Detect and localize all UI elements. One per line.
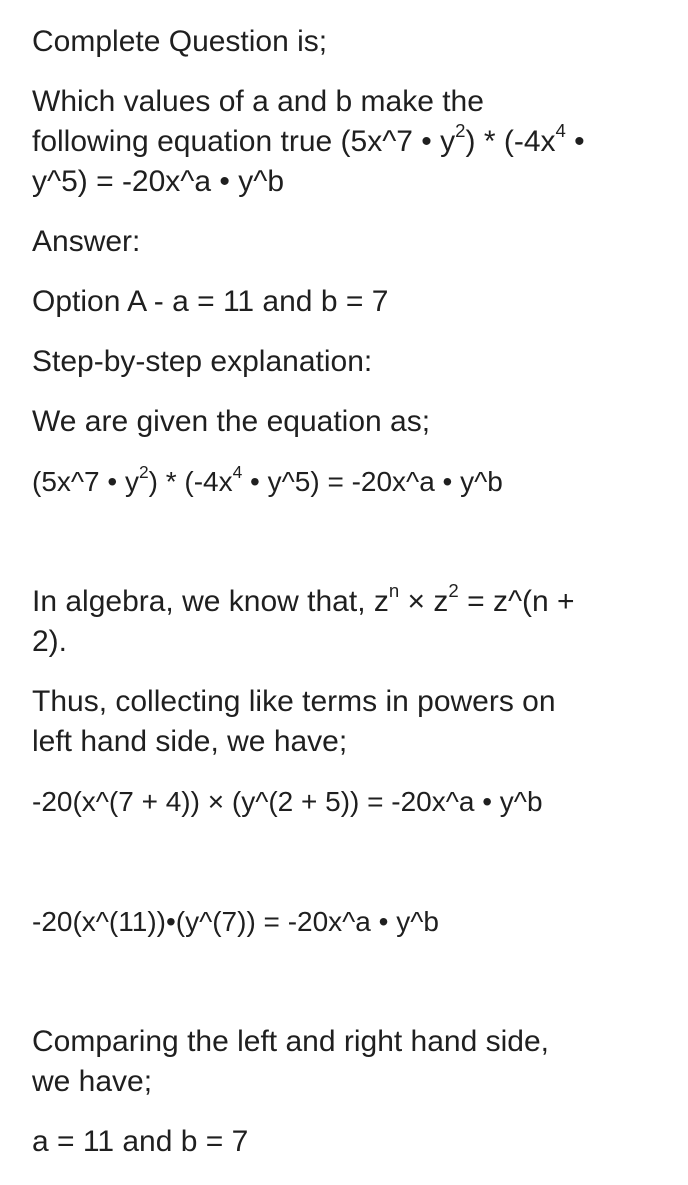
- exponent: 2: [455, 120, 466, 142]
- question-text: ) * (-4x: [465, 125, 556, 158]
- equation-text: (5x^7 • y: [32, 466, 139, 497]
- step-equation-1: -20(x^(7 + 4)) × (y^(2 + 5)) = -20x^a • y^b: [32, 786, 543, 817]
- equation-text: • y^5) = -20x^a • y^b: [242, 466, 503, 497]
- algebra-text: = z^(n +: [458, 585, 575, 618]
- thus-line-1: Thus, collecting like terms in powers on: [32, 685, 556, 718]
- question-line-1: Which values of a and b make the: [32, 85, 484, 118]
- exponent: 2: [448, 580, 459, 602]
- answer-value: Option A - a = 11 and b = 7: [32, 285, 389, 318]
- explanation-label: Step-by-step explanation:: [32, 345, 373, 378]
- final-answer: a = 11 and b = 7: [32, 1125, 249, 1158]
- algebra-text: × z: [399, 585, 449, 618]
- given-equation: [32, 462, 672, 502]
- algebra-line-1: [32, 582, 672, 622]
- answer-label: Answer:: [32, 225, 141, 258]
- question-text: following equation true (5x^7 • y: [32, 125, 456, 158]
- question-text: •: [565, 125, 585, 158]
- exponent: 4: [232, 462, 243, 483]
- question-line-2: [32, 122, 672, 162]
- exponent: 2: [138, 462, 149, 483]
- heading: Complete Question is;: [32, 25, 328, 58]
- exponent: 4: [555, 120, 566, 142]
- thus-line-2: left hand side, we have;: [32, 725, 348, 758]
- step-equation-2: -20(x^(11))•(y^(7)) = -20x^a • y^b: [32, 906, 439, 937]
- compare-line-1: Comparing the left and right hand side,: [32, 1025, 549, 1058]
- question-line-3: y^5) = -20x^a • y^b: [32, 165, 284, 198]
- algebra-line-2: 2).: [32, 625, 68, 658]
- compare-line-2: we have;: [32, 1065, 153, 1098]
- algebra-text: In algebra, we know that, z: [32, 585, 389, 618]
- exponent: n: [388, 580, 400, 602]
- given-text: We are given the equation as;: [32, 405, 431, 438]
- equation-text: ) * (-4x: [148, 466, 233, 497]
